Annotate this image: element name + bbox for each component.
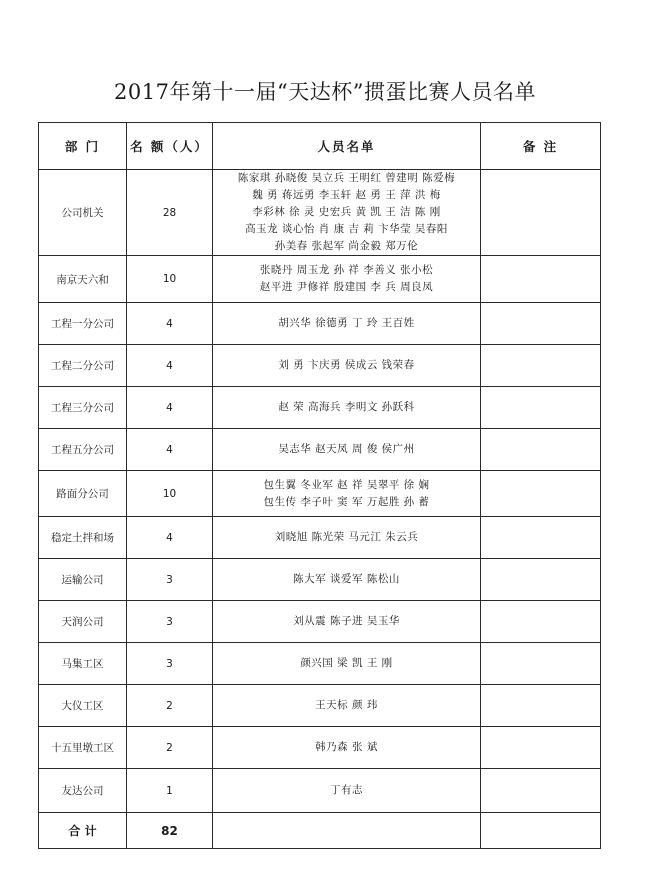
count-cell: 10 [127, 471, 213, 517]
dept-cell: 工程五分公司 [39, 429, 127, 471]
total-notes [481, 813, 601, 849]
members-text: 赵 荣 高海兵 李明文 孙跃科 [278, 401, 415, 413]
table-row [39, 727, 601, 769]
dept-cell: 马集工区 [39, 643, 127, 685]
members-text: 颜兴国 梁 凯 王 刚 [300, 657, 393, 669]
table-row [39, 429, 601, 471]
names-cell [213, 769, 481, 813]
members-text: 刘从震 陈子进 吴玉华 [293, 615, 400, 627]
members-text: 陈大军 谈爱军 陈松山 [293, 573, 400, 585]
table-row [39, 345, 601, 387]
count-cell: 4 [127, 429, 213, 471]
names-cell [213, 256, 481, 303]
dept-cell: 天润公司 [39, 601, 127, 643]
notes-cell [481, 601, 601, 643]
header-dept: 部 门 [39, 123, 127, 170]
count-cell: 4 [127, 387, 213, 429]
names-cell [213, 727, 481, 769]
header-count: 名 额（人） [127, 123, 213, 170]
count-cell: 3 [127, 559, 213, 601]
dept-cell: 工程二分公司 [39, 345, 127, 387]
members-text: 刘晓旭 陈光荣 马元江 朱云兵 [274, 531, 419, 543]
names-cell [213, 601, 481, 643]
header-notes: 备 注 [481, 123, 601, 170]
dept-cell: 友达公司 [39, 769, 127, 813]
table-row [39, 303, 601, 345]
dept-cell: 大仪工区 [39, 685, 127, 727]
names-cell [213, 471, 481, 517]
notes-cell [481, 685, 601, 727]
names-cell [213, 303, 481, 345]
members-text: 王天标 颜 玮 [315, 699, 378, 711]
dept-cell: 南京天六和 [39, 256, 127, 303]
table-row [39, 685, 601, 727]
count-cell: 28 [127, 170, 213, 256]
total-label: 合 计 [39, 813, 127, 849]
names-cell [213, 517, 481, 559]
count-cell: 2 [127, 727, 213, 769]
names-cell [213, 429, 481, 471]
dept-cell: 工程三分公司 [39, 387, 127, 429]
table-row [39, 559, 601, 601]
members-text: 吴志华 赵天凤 周 俊 侯广州 [278, 443, 415, 455]
notes-cell [481, 303, 601, 345]
notes-cell [481, 429, 601, 471]
total-count: 82 [127, 813, 213, 849]
names-cell [213, 345, 481, 387]
table-row [39, 601, 601, 643]
roster-body [39, 170, 601, 813]
count-cell: 3 [127, 601, 213, 643]
dept-cell: 十五里墩工区 [39, 727, 127, 769]
table-row [39, 170, 601, 256]
notes-cell [481, 387, 601, 429]
table-row [39, 471, 601, 517]
total-names [213, 813, 481, 849]
count-cell: 4 [127, 517, 213, 559]
count-cell: 10 [127, 256, 213, 303]
members-text: 刘 勇 卞庆勇 侯成云 钱荣春 [278, 359, 415, 371]
count-cell: 4 [127, 345, 213, 387]
count-cell: 2 [127, 685, 213, 727]
names-cell [213, 643, 481, 685]
notes-cell [481, 559, 601, 601]
notes-cell [481, 643, 601, 685]
total-row [39, 813, 601, 849]
members-text: 陈家琪 孙晓俊 吴立兵 王明红 曾建明 陈爱梅 魏 勇 蒋远勇 李玉轩 赵 勇 王 萍 洪 梅 李彩林 徐 灵 史宏兵 黄 凯 王 洁 陈 刚 高玉龙 谈心怡 肖 康 吉 莉 卞华莹 吴春阳 孙美春 张起军 尚金毅 郑万伦 [237, 172, 456, 252]
count-cell: 4 [127, 303, 213, 345]
dept-cell: 路面分公司 [39, 471, 127, 517]
dept-cell: 工程一分公司 [39, 303, 127, 345]
members-text: 胡兴华 徐德勇 丁 玲 王百姓 [278, 317, 415, 329]
members-text: 包生翼 冬业军 赵 祥 吴翠平 徐 娴 包生传 李子叶 窦 军 万起胜 孙 蓄 [263, 478, 430, 508]
names-cell [213, 559, 481, 601]
members-text: 丁有志 [330, 784, 363, 796]
count-cell: 3 [127, 643, 213, 685]
notes-cell [481, 471, 601, 517]
notes-cell [481, 517, 601, 559]
table-row [39, 643, 601, 685]
notes-cell [481, 256, 601, 303]
header-names: 人员名单 [213, 123, 481, 170]
notes-cell [481, 170, 601, 256]
page-title: 2017年第十一届“天达杯”掼蛋比赛人员名单 [114, 80, 536, 104]
dept-cell: 稳定土拌和场 [39, 517, 127, 559]
names-cell [213, 387, 481, 429]
notes-cell [481, 769, 601, 813]
table-row [39, 387, 601, 429]
count-cell: 1 [127, 769, 213, 813]
roster-table [38, 122, 601, 849]
notes-cell [481, 727, 601, 769]
table-row [39, 256, 601, 303]
dept-cell: 运输公司 [39, 559, 127, 601]
names-cell [213, 685, 481, 727]
members-text: 韩乃森 张 斌 [315, 741, 378, 753]
table-row [39, 517, 601, 559]
members-text: 张晓丹 周玉龙 孙 祥 李善义 张小松 赵平进 尹修祥 殷建国 李 兵 周良凤 [259, 264, 434, 293]
notes-cell [481, 345, 601, 387]
header-row [39, 123, 601, 170]
names-cell [213, 170, 481, 256]
table-row [39, 769, 601, 813]
dept-cell: 公司机关 [39, 170, 127, 256]
